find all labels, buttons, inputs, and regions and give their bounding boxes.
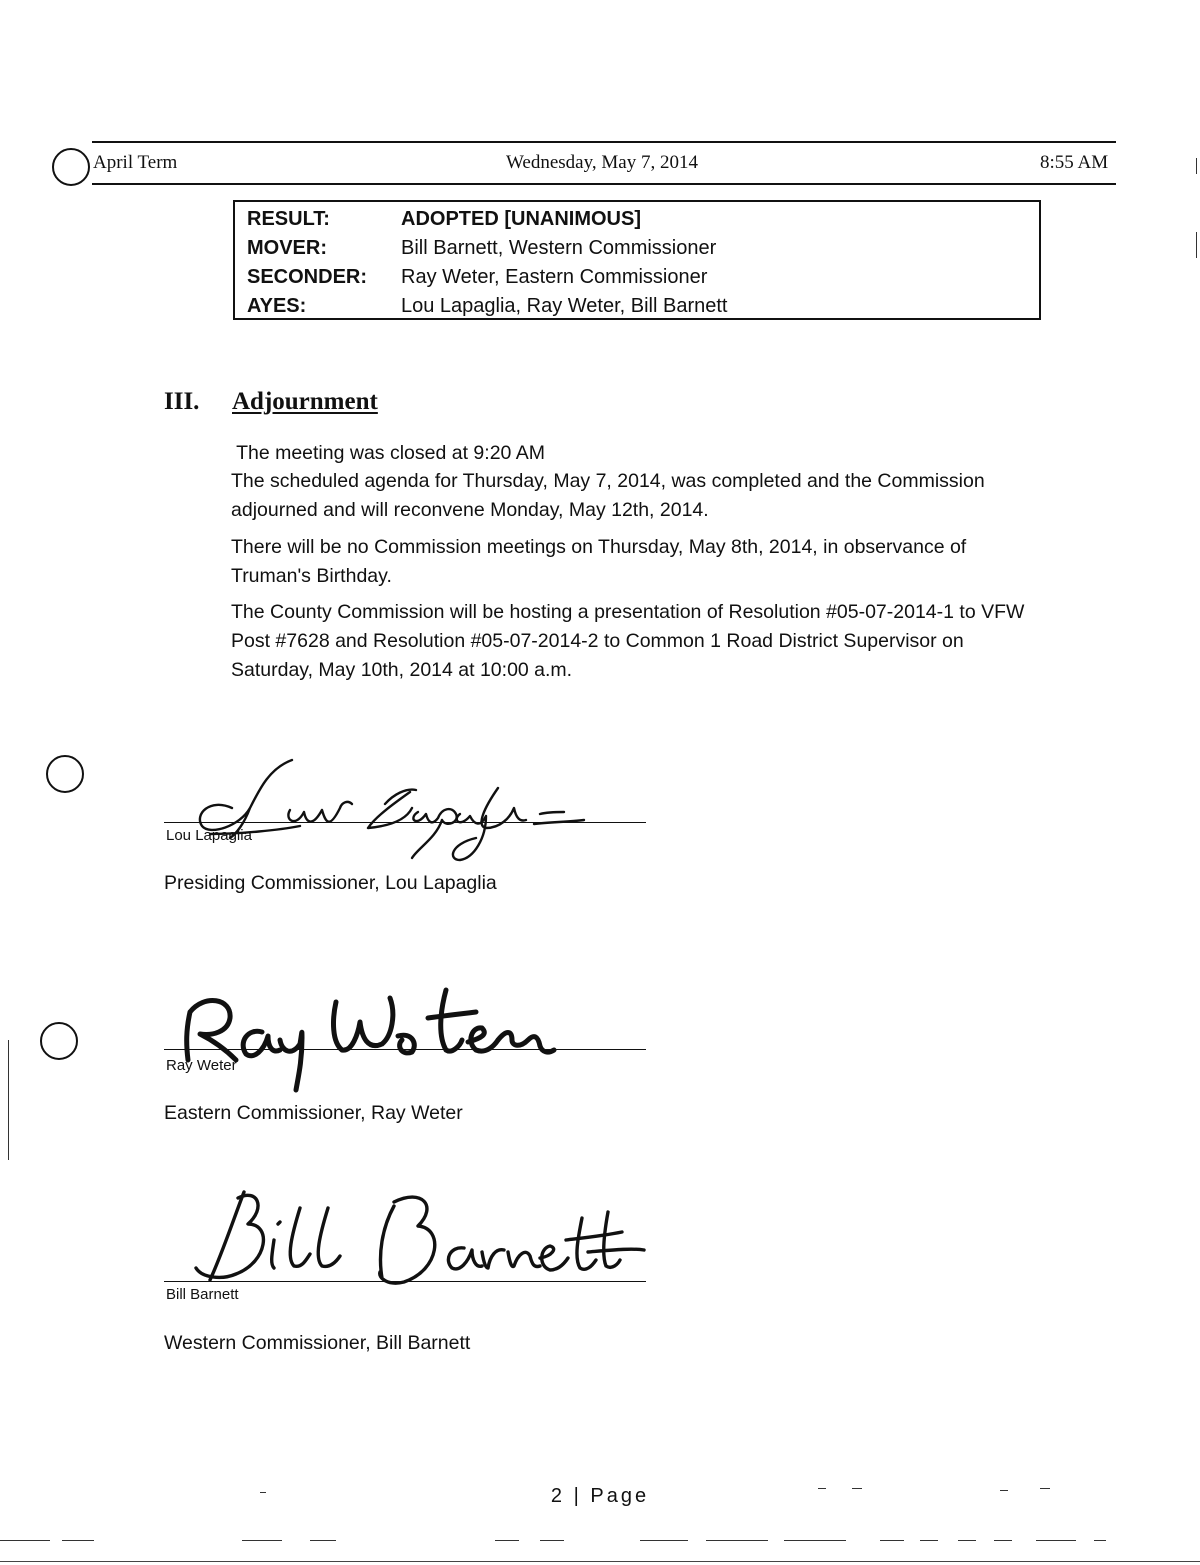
signer-name-bill: Bill Barnett — [166, 1286, 239, 1303]
signature-bill-barnett — [182, 1178, 652, 1308]
signature-line — [164, 822, 646, 823]
scan-mark — [495, 1540, 519, 1541]
section-title: Adjournment — [232, 388, 378, 415]
result-row — [247, 205, 641, 233]
scan-mark — [0, 1540, 50, 1541]
scan-mark — [1036, 1540, 1076, 1541]
result-label: RESULT: — [247, 208, 330, 230]
mover-value: Bill Barnett, Western Commissioner — [401, 237, 717, 259]
scan-mark — [880, 1540, 904, 1541]
signature-lou-lapaglia — [180, 748, 600, 868]
header-date: Wednesday, May 7, 2014 — [506, 152, 698, 173]
scan-mark — [242, 1540, 282, 1541]
ayes-label: AYES: — [247, 295, 307, 317]
header-rule-bottom — [92, 183, 1116, 185]
mover-label: MOVER: — [247, 237, 327, 259]
scan-mark — [640, 1540, 688, 1541]
paragraph-agenda: The scheduled agenda for Thursday, May 7, 2014, was completed and the Commission adjourned and will reconvene Monday, May 12th, 2014. — [231, 470, 985, 521]
section-number: III. — [164, 388, 200, 415]
punch-hole-middle — [46, 755, 84, 793]
header-term: April Term — [93, 152, 178, 173]
margin-mark — [1196, 232, 1197, 258]
page-number: 2 | Page — [550, 1485, 650, 1507]
scan-mark — [784, 1540, 846, 1541]
scan-mark — [260, 1492, 266, 1493]
signer-name-lou: Lou Lapaglia — [166, 827, 252, 844]
seconder-label: SECONDER: — [247, 266, 368, 288]
scan-mark — [958, 1540, 976, 1541]
seconder-value: Ray Weter, Eastern Commissioner — [401, 266, 708, 288]
signer-title-bill: Western Commissioner, Bill Barnett — [164, 1332, 471, 1354]
paragraph-presentation: The County Commission will be hosting a presentation of Resolution #05-07-2014-1 to VFW Post #7628 and Resolution #05-07-2014-2 to Common 1 Road District Supervisor on Saturday, May 10th, 2014 at 10:00 a.m. — [231, 601, 1025, 681]
scan-mark — [1094, 1540, 1106, 1541]
signature-line — [164, 1049, 646, 1050]
signer-title-lou: Presiding Commissioner, Lou Lapaglia — [164, 872, 497, 894]
scan-mark — [852, 1488, 862, 1489]
bottom-edge — [0, 1561, 1200, 1562]
signer-name-ray: Ray Weter — [166, 1057, 237, 1074]
punch-hole-bottom — [40, 1022, 78, 1060]
scan-mark — [706, 1540, 768, 1541]
margin-mark — [1196, 158, 1197, 174]
scan-mark — [920, 1540, 938, 1541]
mover-row — [247, 234, 716, 262]
margin-mark — [8, 1040, 9, 1160]
paragraph-closed: The meeting was closed at 9:20 AM — [231, 442, 545, 464]
paragraph-no-meetings: There will be no Commission meetings on Thursday, May 8th, 2014, in observance of Truman's Birthday. — [231, 536, 967, 587]
ayes-value: Lou Lapaglia, Ray Weter, Bill Barnett — [401, 295, 728, 317]
scan-mark — [1000, 1490, 1008, 1491]
scan-mark — [818, 1488, 826, 1489]
signer-title-ray: Eastern Commissioner, Ray Weter — [164, 1102, 463, 1124]
scan-mark — [994, 1540, 1012, 1541]
result-table — [233, 200, 1041, 320]
signature-line — [164, 1281, 646, 1282]
ayes-row — [247, 292, 727, 320]
result-value: ADOPTED [UNANIMOUS] — [401, 208, 641, 230]
scan-mark — [1040, 1488, 1050, 1489]
scan-mark — [310, 1540, 336, 1541]
scan-mark — [62, 1540, 94, 1541]
scan-mark — [540, 1540, 564, 1541]
signature-ray-weter — [176, 962, 596, 1102]
header-time: 8:55 AM — [1040, 152, 1109, 173]
header-rule-top — [92, 141, 1116, 143]
seconder-row — [247, 263, 707, 291]
punch-hole-top — [52, 148, 90, 186]
